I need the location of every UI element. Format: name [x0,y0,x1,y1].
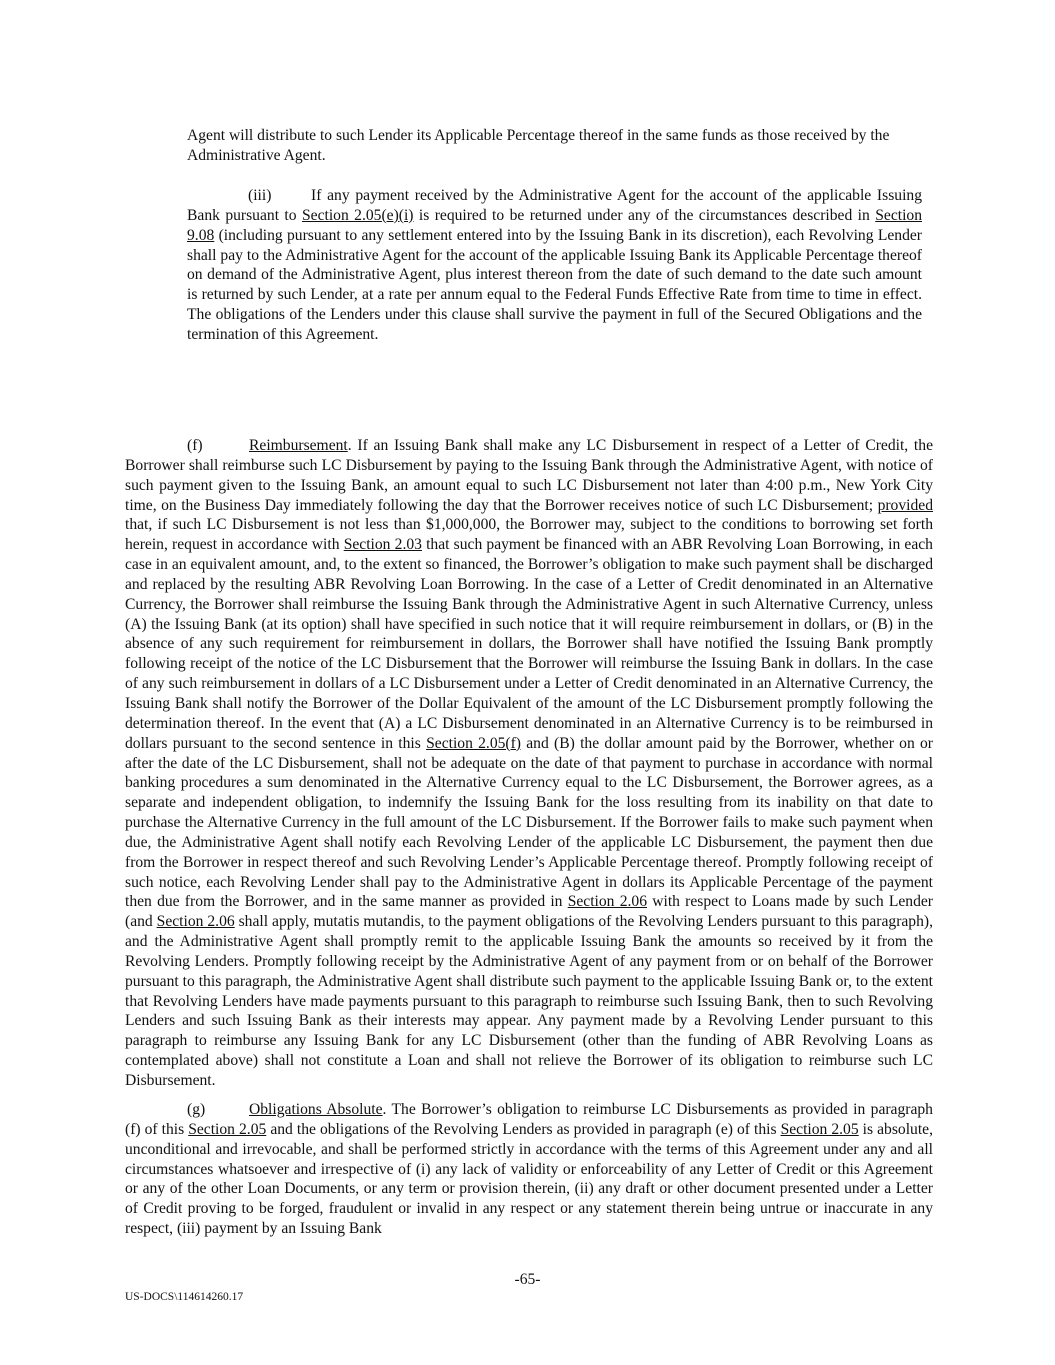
section-reference: Section 2.05 [188,1120,267,1138]
paragraph-text: that, if such LC Disbursement is not less than $1,000,000, the Borrower may, subject to the conditions to borrowing set forth herein, request in accordance with [125,516,933,554]
paragraph-g-obligations-absolute [125,1100,933,1239]
paragraph-text: with respect to Loans made by such Lender (and [125,893,933,931]
provided-term: provided [877,496,933,514]
paragraph-text: is required to be returned under any of the circumstances described in [413,206,876,224]
paragraph-text: . The Borrower’s obligation to reimburse LC Disbursements as provided in paragraph (f) of this [125,1101,933,1138]
document-id-footer: US-DOCS\114614260.17 [125,1291,244,1303]
page-number: -65- [514,1271,541,1288]
section-reference: Section 2.06 [156,913,235,931]
paragraph-text: If any payment received by the Administrative Agent for the account of the applicable Issuing Bank pursuant to [187,187,922,224]
section-reference: Section 2.05(f) [426,734,521,752]
paragraph-text: and (B) the dollar amount paid by the Borrower, whether on or after the date of the LC Disbursement, shall not be adequate on the date of that payment to purchase in accordance with normal banking procedures a sum denominated in the Alternative Currency equal to the LC Disbursement, the Borrower agrees, as a separate and independent obligation, to indemnify the Issuing Bank for the loss resulting from its inability on that date to purchase the Alternative Currency in the full amount of the LC Disbursement. If the Borrower fails to make such payment when due, the Administrative Agent shall notify each Revolving Lender of the applicable LC Disbursement, the payment then due from the Borrower in respect thereof and such Revolving Lender’s Applicable Percentage thereof. Promptly following receipt of such notice, each Revolving Lender shall pay to the Administrative Agent in dollars its Applicable Percentage of the payment then due from the Borrower, and in the same manner as provided in [125,734,934,911]
clause-label: (g) [187,1101,206,1118]
section-reference: Section 2.06 [567,893,647,911]
clause-label: (f) [187,437,203,454]
paragraph-text: . If an Issuing Bank shall make any LC Disbursement in respect of a Letter of Credit, the Borrower shall reimburse such LC Disbursement by paying to the Issuing Bank through the Administrative Agent, with notice of such payment given to the Issuing Bank, an amount equal to such LC Disbursement not later than 4:00 p.m., New York City time, on the Business Day immediately following the day that the Borrower receives notice of such LC Disbursement; [125,437,933,514]
section-reference: Section 9.08 [187,206,922,244]
section-heading: Obligations Absolute [249,1101,383,1118]
paragraph-text: Agent will distribute to such Lender its Applicable Percentage thereof in the same funds as those received by the Administrative Agent. [187,127,890,164]
continuation-paragraph [187,126,922,166]
section-heading: Reimbursement [249,437,348,454]
paragraph-text: that such payment be financed with an ABR Revolving Loan Borrowing, in each case in an equivalent amount, and, to the extent so financed, the Borrower’s obligation to make such payment shall be discharged and replaced by the resulting ABR Revolving Loan Borrowing. In the case of a Letter of Credit denominated in an Alternative Currency, the Borrower shall reimburse the Issuing Bank through the Administrative Agent in such Alternative Currency, unless (A) the Issuing Bank (at its option) shall have specified in such notice that it will require reimbursement in dollars, or (B) in the absence of any such requirement for reimbursement in dollars, the Borrower shall have notified the Issuing Bank promptly following receipt of the notice of the LC Disbursement that the Borrower will reimburse the Issuing Bank in dollars. In the case of any such reimbursement in dollars of a LC Disbursement under a Letter of Credit denominated in an Alternative Currency, the Issuing Bank shall notify the Borrower of the Dollar Equivalent of the amount of the LC Disbursement promptly following the determination thereof. In the event that (A) a LC Disbursement denominated in an Alternative Currency is to be reimbursed in dollars pursuant to the second sentence in this [125,536,933,752]
clause-label: (iii) [248,187,272,204]
paragraph-text: shall apply, mutatis mutandis, to the payment obligations of the Revolving Lenders pursuant to this paragraph), and the Administrative Agent shall promptly remit to the applicable Issuing Bank the amounts so received by it from the Revolving Lenders. Promptly following receipt by the Administrative Agent of any payment from or on behalf of the Borrower pursuant to this paragraph, the Administrative Agent shall distribute such payment to the applicable Issuing Bank or, to the extent that Revolving Lenders have made payments pursuant to this paragraph to reimburse such Issuing Bank, then to such Revolving Lenders and such Issuing Bank as their interests may appear. Any payment made by a Revolving Lender pursuant to this paragraph to reimburse any Issuing Bank for any LC Disbursement (other than the funding of ABR Revolving Loans as contemplated above) shall not constitute a Loan and shall not relieve the Borrower of its obligation to reimburse such LC Disbursement. [125,913,933,1089]
paragraph-text: (including pursuant to any settlement entered into by the Issuing Bank in its discretion), each Revolving Lender shall pay to the Administrative Agent for the account of the applicable Issuing Bank its Applicable Percentage thereof on demand of the Administrative Agent, plus interest thereon from the date of such demand to the date such amount is returned by such Lender, at a rate per annum equal to the Federal Funds Effective Rate from time to time in effect. The obligations of the Lenders under this clause shall survive the payment in full of the Secured Obligations and the termination of this Agreement. [187,226,922,343]
section-reference: Section 2.05(e)(i) [301,206,414,224]
paragraph-f-reimbursement [125,436,933,1091]
section-reference: Section 2.03 [343,536,422,554]
paragraph-iii [187,186,922,345]
paragraph-text: and the obligations of the Revolving Lenders as provided in paragraph (e) of this [266,1120,781,1138]
paragraph-text: is absolute, unconditional and irrevocable, and shall be performed strictly in accordance with the terms of this Agreement under any and all circumstances whatsoever and irrespective of (i) any lack of validity or enforceability of any Letter of Credit or this Agreement or any of the other Loan Documents, or any term or provision therein, (ii) any draft or other document presented under a Letter of Credit proving to be forged, fraudulent or invalid in any respect or any statement therein being untrue or inaccurate in any respect, (iii) payment by an Issuing Bank [125,1120,933,1238]
section-reference: Section 2.05 [780,1120,859,1138]
